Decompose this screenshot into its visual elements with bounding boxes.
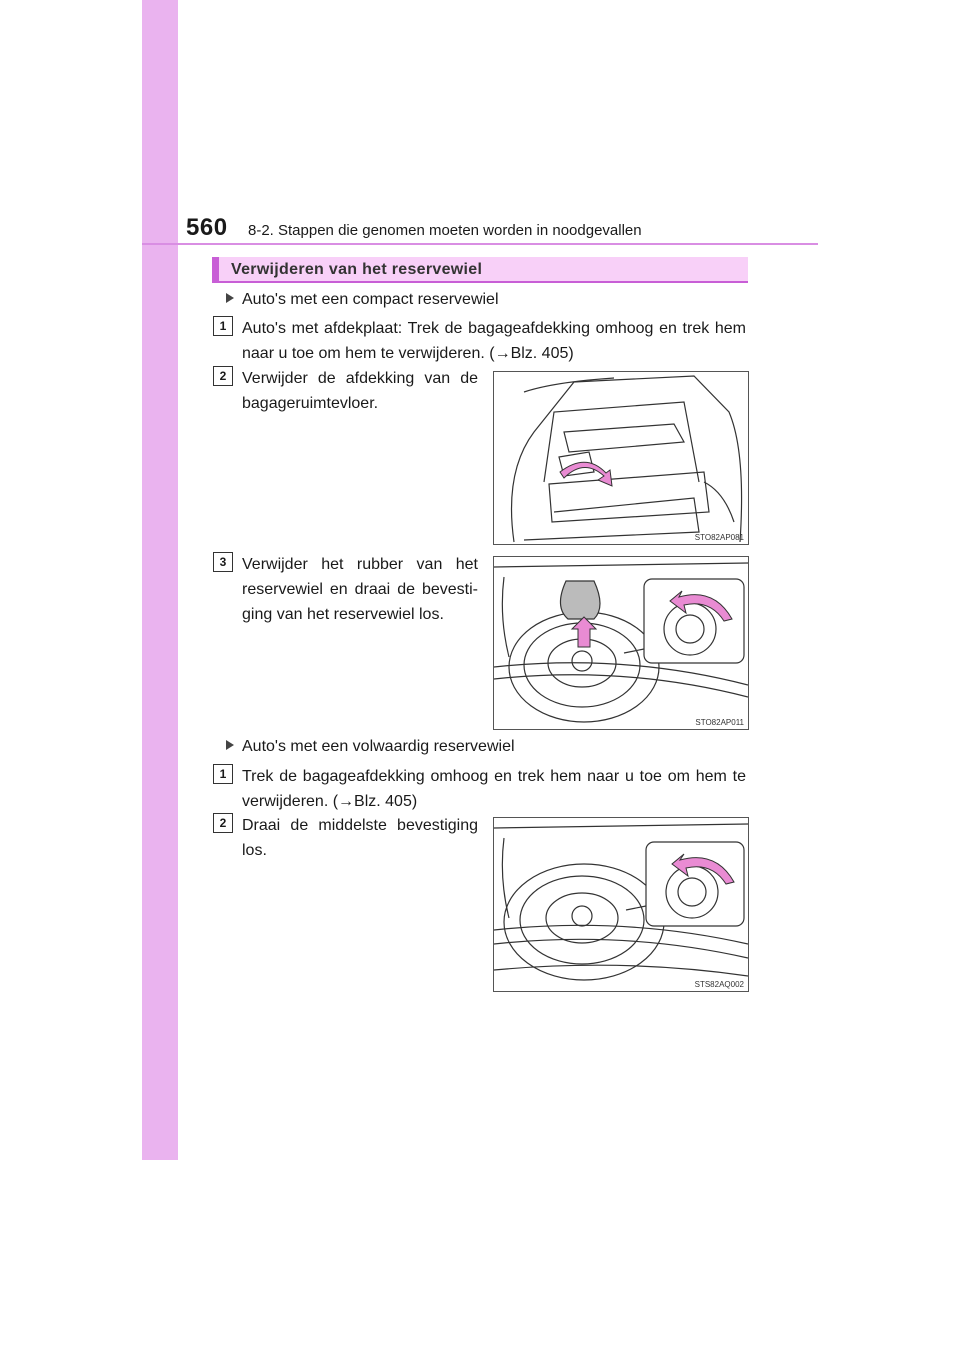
step-number-box: 1 — [213, 764, 233, 784]
step-text: Auto's met afdekplaat: Trek de bagageafdekking omhoog en trek hem naar u toe om hem te verwijderen. (→Blz. 405) — [242, 320, 746, 362]
figure-code: STS82AQ002 — [694, 980, 744, 989]
figure-trunk-floor — [493, 371, 749, 545]
step-number-box: 1 — [213, 316, 233, 336]
step-number-box: 3 — [213, 552, 233, 572]
chapter-title: 8-2. Stappen die genomen moeten worden in noodgevallen — [248, 222, 642, 239]
subheading-compact-label: Auto's met een compact reservewiel — [242, 291, 499, 308]
step-text: Draai de middelste bevestiging los. — [242, 817, 478, 859]
center-bolt-illustration — [494, 818, 748, 991]
up-arrow-icon — [572, 617, 596, 647]
step-text: Verwijder de afdekking van de bagageruimtevloer. — [242, 370, 478, 412]
step-number-box: 2 — [213, 813, 233, 833]
step-text: Verwijder het rubber van het reservewiel en draai de bevesti-ging van het reservewiel los. — [242, 556, 478, 623]
subheading-fullsize — [226, 738, 515, 756]
section-title: Verwijderen van het reservewiel — [231, 261, 483, 278]
page-number: 560 — [186, 214, 228, 241]
step-text: Trek de bagageafdekking omhoog en trek hem naar u toe om hem te verwijderen. (→Blz. 405) — [242, 768, 746, 810]
triangle-bullet-icon — [226, 293, 234, 303]
triangle-bullet-icon — [226, 740, 234, 750]
figure-center-bolt — [493, 817, 749, 992]
step-number-box: 2 — [213, 366, 233, 386]
subheading-compact — [226, 291, 499, 309]
trunk-illustration — [494, 372, 748, 544]
figure-code: STO82AP081 — [694, 533, 744, 542]
figure-spare-wheel-rubber — [493, 556, 749, 730]
header-divider — [142, 243, 818, 245]
section-header — [212, 257, 748, 283]
figure-code: STO82AP011 — [695, 718, 744, 727]
chapter-sidebar — [142, 0, 178, 1160]
spare-wheel-illustration — [494, 557, 748, 729]
subheading-fullsize-label: Auto's met een volwaardig reservewiel — [242, 738, 515, 755]
